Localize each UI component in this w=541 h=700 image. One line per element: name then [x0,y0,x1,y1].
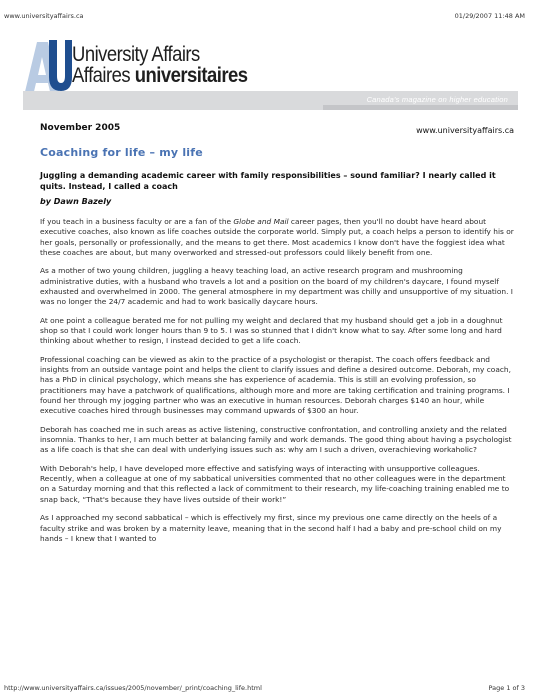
paragraph: Professional coaching can be viewed as akin to the practice of a psychologist or therapist. The coach offers feedback and insights from an outside vantage point and helps the client to clarify issues and define a desired outcome. Deborah, my coach, has a PhD in clinical psychology, which means she has experience of academia. This is still an evolving profession, so practitioners may have a patchwork of qualifications, although more and more are taking certification and training programs. I found her through my jogging partner who was an executive in human resources. Deborah charges $140 an hour, while executive coaches hired through businesses may command upwards of $300 an hour. [40,354,511,416]
print-header-datetime: 01/29/2007 11:48 AM [454,12,525,20]
site-url: www.universityaffairs.ca [416,126,514,135]
print-footer-url: http://www.universityaffairs.ca/issues/2005/november/_print/coaching_life.html [4,684,262,692]
page-number: Page 1 of 3 [488,684,525,692]
print-header-url: www.universityaffairs.ca [4,12,84,20]
article-byline: by Dawn Bazely [40,197,112,206]
masthead-tagline: Canada's magazine on higher education [366,95,508,104]
paragraph: At one point a colleague berated me for not pulling my weight and declared that my husband should get a job in a doughnut shop so that I could work longer hours than 9 to 5. I was so stunned that I didn't know what to say. After some long and hard thinking about whether to resign, I instead decided to get a life coach. [40,315,503,346]
paragraph: If you teach in a business faculty or are a fan of the Globe and Mail career pages, then you'll no doubt have heard about executive coaches, also known as life coaches outside the corporate world. Simply put, a coach helps a person to identify his or her goals, personally or professionally, and the means to get there. Most academics I know don't have the foggiest idea what these coaches are about, but many overworked and stressed-out professors could likely benefit from one. [40,217,514,257]
paragraph: As a mother of two young children, juggling a heavy teaching load, an active research program and mushrooming administrative duties, with a husband who travels a lot and a position on the board of my children's daycare, I found myself exhausted and overwhelmed in 2000. The general atmosphere in my department was chilly and unsupportive of my situation. I was no longer the 24/7 academic and had to work basically daycare hours. [40,266,513,307]
article-body [40,217,514,552]
paragraph: Deborah has coached me in such areas as active listening, constructive confrontation, and controlling anxiety and the related insomnia. Thanks to her, I am much better at balancing family and work demands. The good thing about having a psychologist as a life coach is that she can deal with underlying issues such as: why am I such a driven, overachieving workaholic? [40,424,512,455]
issue-date: November 2005 [40,123,121,133]
paragraph: As I approached my second sabbatical – which is effectively my first, since my previous one came directly on the heels of a faculty strike and was broken by a maternity leave, meaning that in the second half I had a baby and pre-school child on my hands – I knew that I wanted to [40,513,502,543]
article-title: Coaching for life – my life [40,146,203,159]
brand-name-french: Affaires universitaires [72,64,248,87]
article-deck: Juggling a demanding academic career with family responsibilities – sound familiar? I nearly called it quits. Instead, I called a coach [40,171,496,191]
banner-stripe [323,105,518,110]
brand-name-english: University Affairs [72,43,200,66]
masthead-banner [23,91,518,110]
paragraph: With Deborah's help, I have developed more effective and satisfying ways of interacting with unsupportive colleagues. Recently, when a colleague at one of my sabbatical universities commented that no other colleagues were in the department on a Saturday morning and that this reflected a lack of commitment to their research, my life-coaching training enabled me to snap back, “That's because they have lives outside of their work!” [40,463,510,504]
